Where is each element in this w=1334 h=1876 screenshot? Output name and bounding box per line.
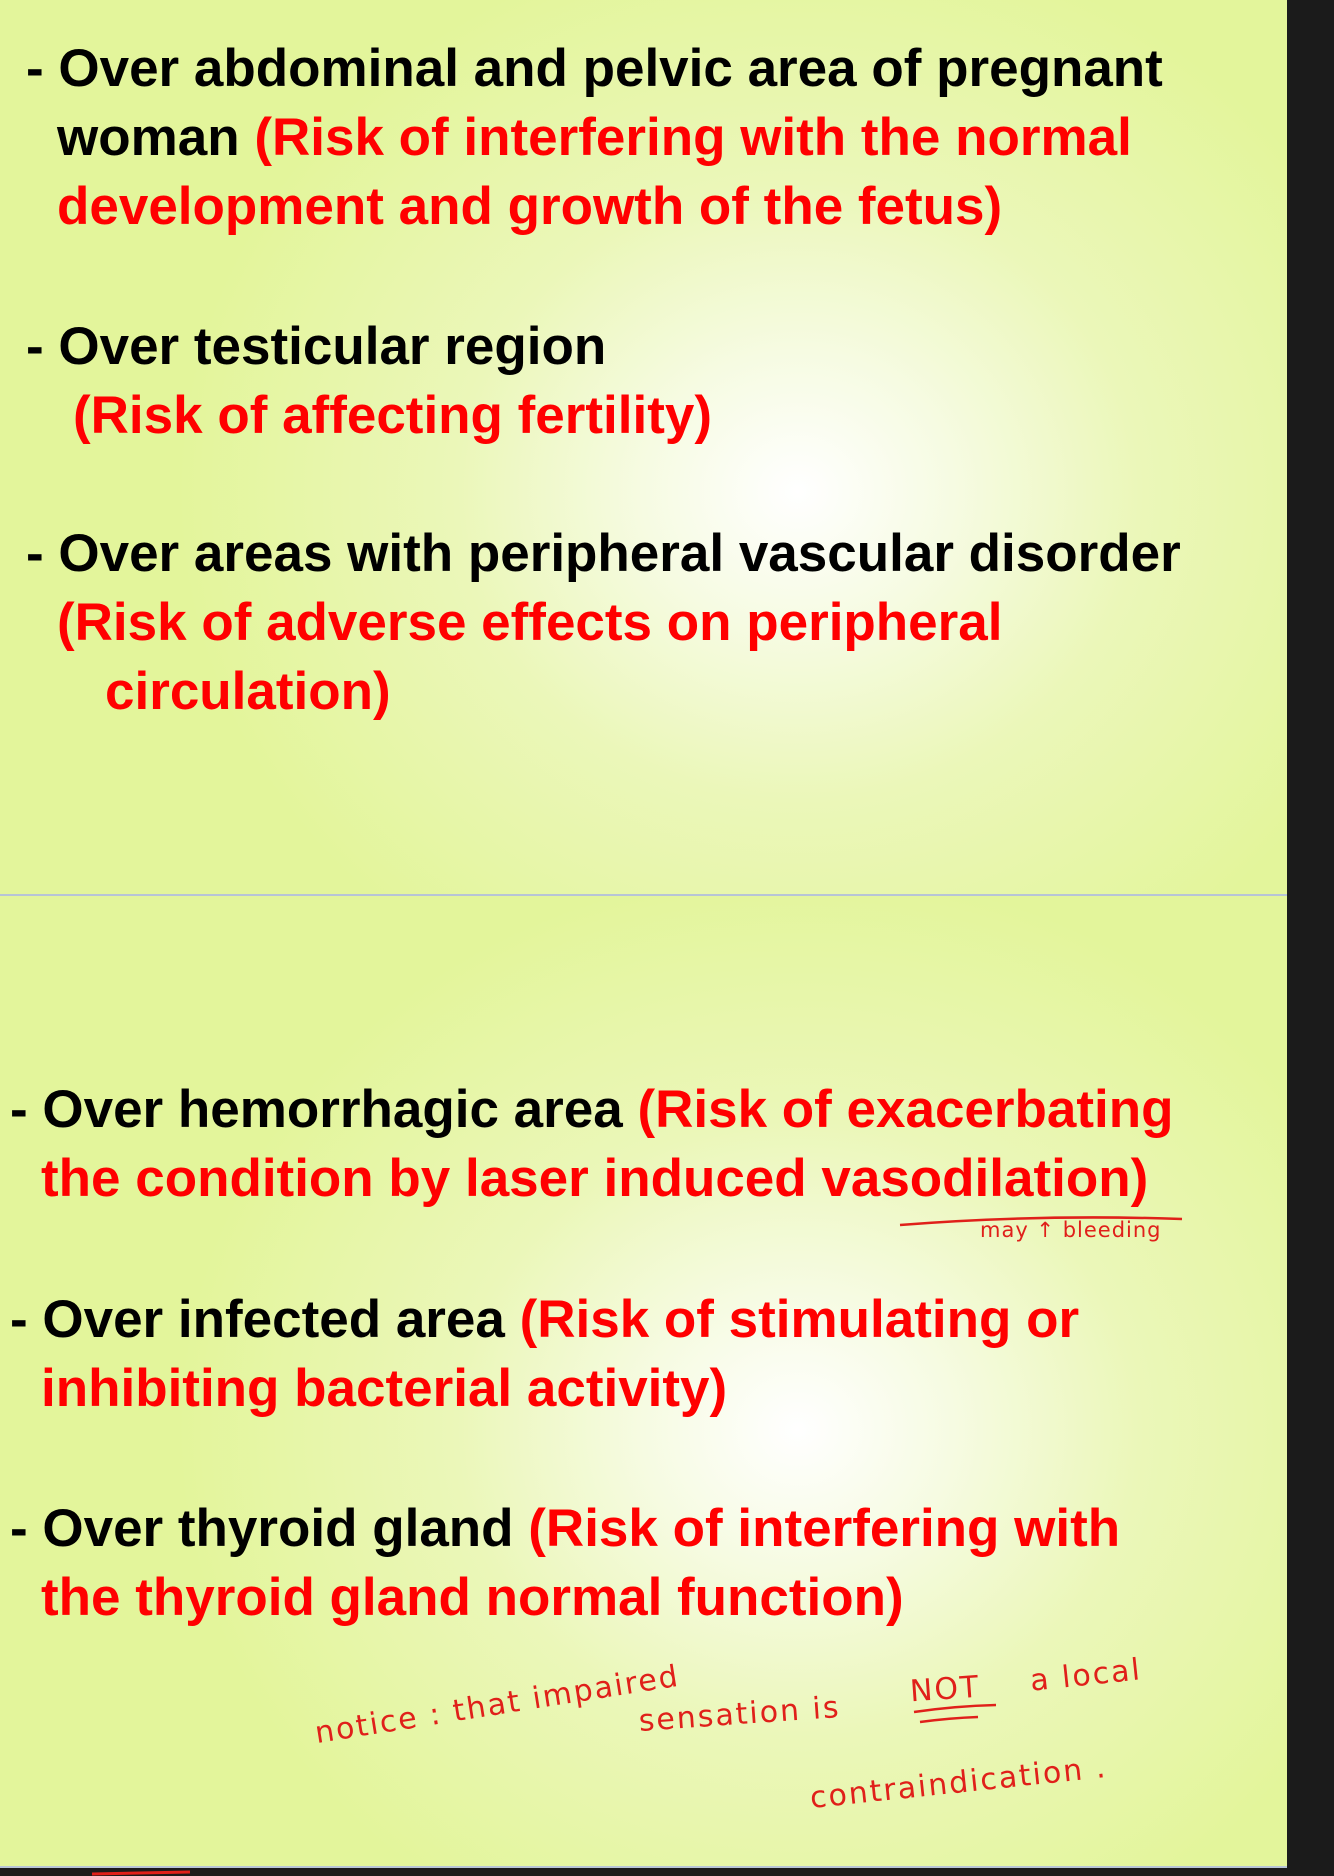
risk-text-cont: inhibiting bacterial activity) <box>41 1359 728 1418</box>
ink-mark-bottom-left <box>92 1872 190 1874</box>
risk-text-cont: the condition by laser induced vasodilation) <box>41 1149 1149 1208</box>
item-heading: Over testicular region <box>58 317 607 376</box>
bullet-dash: - <box>26 317 59 376</box>
risk-text: (Risk of stimulating or <box>519 1290 1080 1349</box>
contraindication-pregnant-abdomen <box>26 34 1163 241</box>
handwritten-notice-part2: sensation is <box>637 1689 842 1739</box>
risk-text: (Risk of exacerbating <box>637 1080 1174 1139</box>
item-heading: Over infected area <box>42 1290 520 1349</box>
item-heading-cont: woman <box>57 108 255 167</box>
contraindication-infected <box>10 1285 1079 1423</box>
bullet-dash: - <box>10 1499 43 1558</box>
side-gutter <box>1287 0 1334 1876</box>
risk-text: (Risk of adverse effects on peripheral <box>57 593 1003 652</box>
item-heading: Over abdominal and pelvic area of pregnant <box>58 39 1163 98</box>
handwritten-notice-part3: a local <box>1028 1652 1144 1699</box>
risk-text: (Risk of affecting fertility) <box>73 386 713 445</box>
slide-top <box>0 0 1287 894</box>
slide-bottom <box>0 896 1287 1866</box>
bullet-dash: - <box>10 1080 43 1139</box>
handwritten-notice-part1: notice : that impaired <box>312 1658 683 1751</box>
item-heading: Over thyroid gland <box>42 1499 529 1558</box>
risk-text-cont: development and growth of the fetus) <box>57 177 1003 236</box>
contraindication-thyroid <box>10 1494 1120 1632</box>
bullet-dash: - <box>26 524 59 583</box>
risk-text-cont: circulation) <box>105 662 391 721</box>
contraindication-vascular <box>26 519 1181 726</box>
risk-text-cont: the thyroid gland normal function) <box>41 1568 904 1627</box>
item-heading: Over hemorrhagic area <box>42 1080 638 1139</box>
risk-text: (Risk of interfering with the normal <box>254 108 1132 167</box>
handwritten-bleeding-note: may ↑ bleeding <box>980 1218 1162 1242</box>
handwritten-notice-not: NOT <box>908 1669 982 1710</box>
contraindication-hemorrhagic <box>10 1075 1174 1213</box>
handwritten-notice-part4: contraindication . <box>808 1749 1109 1816</box>
contraindication-testicular <box>26 312 712 450</box>
bullet-dash: - <box>10 1290 43 1349</box>
slide-divider-bottom <box>0 1866 1287 1868</box>
bullet-dash: - <box>26 39 59 98</box>
item-heading: Over areas with peripheral vascular disorder <box>58 524 1181 583</box>
risk-text: (Risk of interfering with <box>528 1499 1121 1558</box>
